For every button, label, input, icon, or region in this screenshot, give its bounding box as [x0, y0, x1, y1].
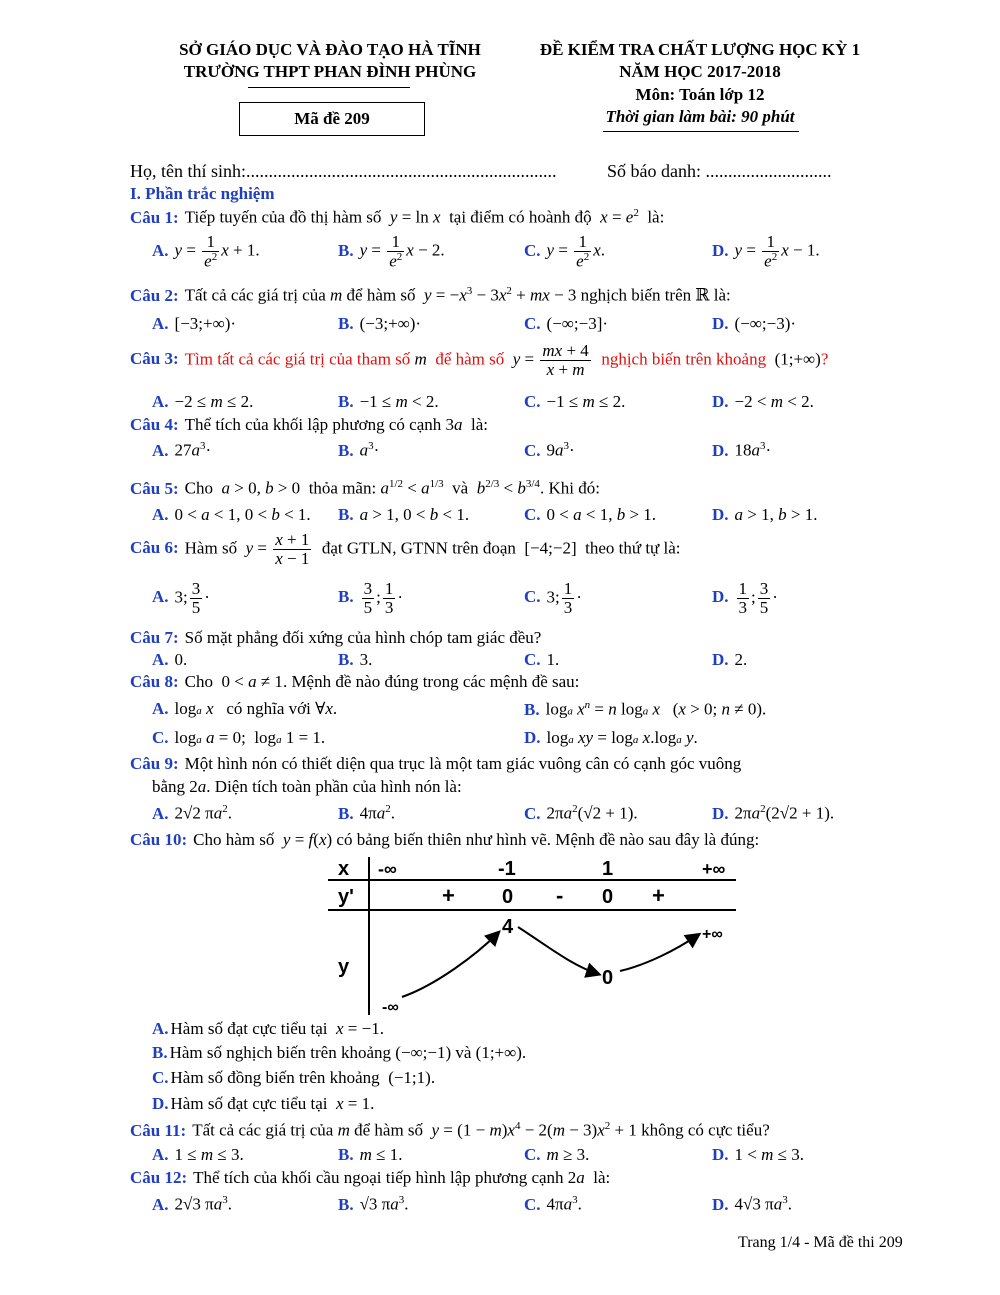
question-7: Câu 7: Số mặt phẳng đối xứng của hình chóp tam giác đều? [130, 628, 542, 647]
q8-option-a[interactable]: A. loga x có nghĩa với ∀x. [152, 699, 338, 718]
table-x-header: x [338, 858, 350, 880]
question-1: Câu 1: Tiếp tuyến của đồ thị hàm số y = ln x tại điểm có hoành độ $x = e^2$ là: [130, 207, 665, 227]
q7-option-b[interactable]: B. 3. [338, 650, 373, 669]
q7-option-d[interactable]: D. 2. [712, 650, 748, 669]
q1-option-b[interactable]: B. y = $\frac{1}{e^2}$ x − 2. [338, 232, 445, 271]
table-yp-plus1: + [442, 883, 455, 908]
q7-option-c[interactable]: C. 1. [524, 650, 560, 669]
q1-option-d[interactable]: D. y = $\frac{1}{e^2}$ x − 1. [712, 232, 820, 271]
school-year: NĂM HỌC 2017-2018 [619, 62, 781, 81]
q12-option-b[interactable]: B. √3 $\pi a^3$. [338, 1194, 409, 1214]
q3-option-a[interactable]: A. −2 ≤ m ≤ 2. [152, 392, 254, 411]
subject: Môn: Toán lớp 12 [635, 85, 765, 104]
department: SỞ GIÁO DỤC VÀ ĐÀO TẠO HÀ TĨNH [179, 40, 481, 59]
question-8: Câu 8: Cho 0 < a ≠ 1. Mệnh đề nào đúng trong các mệnh đề sau: [130, 672, 580, 691]
exam-title: ĐỀ KIỂM TRA CHẤT LƯỢNG HỌC KỲ 1 [539, 40, 861, 59]
q2-option-a[interactable]: A. [−3;+∞)· [152, 314, 237, 333]
table-x-neg-inf: -∞ [378, 859, 397, 879]
q9-option-d[interactable]: D. $2\pi a^2(2√2 + 1)$. [712, 803, 835, 823]
table-yp-header: y' [338, 886, 354, 908]
q4-option-c[interactable]: C. $9a^3\cdot$ [524, 440, 575, 460]
arrow-up-2 [620, 935, 698, 971]
q4-option-b[interactable]: B. $a^3\cdot$ [338, 440, 380, 460]
q10-option-c[interactable]: C. Hàm số đồng biến trên khoảng (−1;1). [152, 1068, 436, 1087]
q10-option-a[interactable]: A. Hàm số đạt cực tiểu tại x = −1. [152, 1019, 384, 1038]
q12-option-c[interactable]: C. $4\pi a^3$. [524, 1194, 582, 1214]
q9-option-b[interactable]: B. $4\pi a^2$. [338, 803, 395, 823]
q10-option-b[interactable]: B. Hàm số nghịch biến trên khoảng (−∞;−1) và (1;+∞). [152, 1043, 527, 1062]
table-yp-minus: - [556, 883, 564, 908]
q3-option-d[interactable]: D. −2 < m < 2. [712, 392, 814, 411]
arrow-down [518, 927, 598, 974]
table-x-pos-inf: +∞ [702, 859, 726, 879]
q2-option-b[interactable]: B. (−3;+∞)· [338, 314, 422, 333]
question-12: Câu 12: Thể tích của khối cầu ngoại tiếp hình lập phương cạnh 2a là: [130, 1168, 611, 1187]
table-yp-zero2: 0 [602, 886, 614, 908]
q3-option-c[interactable]: C. −1 ≤ m ≤ 2. [524, 392, 626, 411]
arrow-up-1 [402, 933, 498, 997]
q5-option-c[interactable]: C. 0 < a < 1, b > 1. [524, 505, 657, 524]
q2-option-c[interactable]: C. (−∞;−3]· [524, 314, 609, 333]
q6-option-b[interactable]: B. $\frac{3}{5}$ ; $\frac{1}{3}$ · [338, 579, 403, 617]
q5-option-d[interactable]: D. a > 1, b > 1. [712, 505, 818, 524]
q11-option-c[interactable]: C. m ≥ 3. [524, 1145, 590, 1164]
q7-option-a[interactable]: A. 0. [152, 650, 188, 669]
table-yp-zero1: 0 [502, 886, 514, 908]
table-x-1: 1 [602, 858, 614, 880]
question-9: Câu 9: Một hình nón có thiết diện qua trục là một tam giác vuông cân có cạnh góc vuông [130, 754, 742, 773]
q11-option-a[interactable]: A. 1 ≤ m ≤ 3. [152, 1145, 244, 1164]
student-name-field[interactable]: Họ, tên thí sinh:..................................................................... [130, 161, 557, 181]
question-3: Câu 3: Tìm tất cả các giá trị của tham số m để hàm số y = $\frac{mx + 4}{x + m}$ nghịch biến trên khoảng (1;+∞)? [130, 341, 829, 379]
q1-option-a[interactable]: A. y = $\frac{1}{e^2}$ x + 1. [152, 232, 260, 271]
table-y-pos-inf: +∞ [702, 926, 723, 943]
school-name: TRƯỜNG THPT PHAN ĐÌNH PHÙNG [183, 62, 477, 81]
q6-option-a[interactable]: A. 3; $\frac{3}{5}$ · [152, 579, 210, 617]
question-2: Câu 2: Tất cả các giá trị của m để hàm số $y = -x^3 - 3x^2$ + mx − 3 nghịch biến trên ℝ là: [130, 285, 731, 305]
q10-option-d[interactable]: D. Hàm số đạt cực tiểu tại x = 1. [152, 1094, 375, 1113]
q9-option-a[interactable]: A. 2√2 $\pi a^2$. [152, 803, 232, 823]
q11-option-d[interactable]: D. 1 < m ≤ 3. [712, 1145, 804, 1164]
q8-option-c[interactable]: C. loga a = 0; loga 1 = 1. [152, 728, 326, 747]
q3-option-b[interactable]: B. −1 ≤ m < 2. [338, 392, 439, 411]
q6-option-d[interactable]: D. $\frac{1}{3}$ ; $\frac{3}{5}$ · [712, 579, 778, 617]
q12-option-d[interactable]: D. 4√3 $\pi a^3$. [712, 1194, 792, 1214]
q1-option-c[interactable]: C. y = $\frac{1}{e^2}$ x. [524, 232, 606, 271]
q11-option-b[interactable]: B. m ≤ 1. [338, 1145, 403, 1164]
table-x-m1: -1 [498, 858, 516, 880]
q8-option-b[interactable]: B. loga $x^n = n$ loga x (x > 0; n ≠ 0). [524, 699, 767, 719]
time-underline [603, 131, 799, 132]
q5-option-b[interactable]: B. a > 1, 0 < b < 1. [338, 505, 470, 524]
page-footer: Trang 1/4 - Mã đề thi 209 [738, 1234, 903, 1251]
table-y-max: 4 [502, 916, 514, 938]
q4-option-a[interactable]: A. $27a^3\cdot$ [152, 440, 212, 460]
student-id-field[interactable]: Số báo danh: ............................ [607, 161, 832, 181]
q9-option-c[interactable]: C. $2\pi a^2(√2 + 1)$. [524, 803, 638, 823]
question-5: Câu 5: Cho a > 0, b > 0 thỏa mãn: $a^{1/2} < a^{1/3}$ và $b^{2/3} < b^{3/4}$. Khi đó: [130, 478, 600, 498]
question-4: Câu 4: Thể tích của khối lập phương có cạnh 3a là: [130, 415, 488, 434]
q6-option-c[interactable]: C. 3; $\frac{1}{3}$ · [524, 579, 582, 617]
question-6: Câu 6: Hàm số y = $\frac{x + 1}{x - 1}$ đạt GTLN, GTNN trên đoạn [−4;−2] theo thứ tự là: [130, 530, 681, 568]
q8-option-d[interactable]: D. loga xy = loga x.loga y. [524, 728, 698, 747]
exam-time: Thời gian làm bài: 90 phút [605, 107, 795, 126]
table-y-min: 0 [602, 967, 614, 989]
question-11: Câu 11: Tất cả các giá trị của m để hàm số $y = (1 - m)x^4 - 2(m - 3)x^2 + 1$ không có cực tiểu? [130, 1120, 770, 1140]
exam-code-box: Mã đề 209 [239, 102, 425, 136]
q2-option-d[interactable]: D. (−∞;−3)· [712, 314, 797, 333]
variation-table [326, 855, 738, 1017]
section-title: I. Phần trắc nghiệm [130, 184, 275, 203]
table-y-neg-inf: -∞ [382, 999, 399, 1016]
q4-option-d[interactable]: D. $18a^3\cdot$ [712, 440, 772, 460]
table-yp-plus2: + [652, 883, 665, 908]
question-9-cont: bằng 2a. Diện tích toàn phần của hình nón là: [152, 777, 462, 796]
table-y-header: y [338, 956, 350, 978]
q5-option-a[interactable]: A. 0 < a < 1, 0 < b < 1. [152, 505, 311, 524]
q12-option-a[interactable]: A. 2√3 $\pi a^3$. [152, 1194, 232, 1214]
header-divider [248, 87, 410, 88]
question-10: Câu 10: Cho hàm số y = f(x) có bảng biến thiên như hình vẽ. Mệnh đề nào sau đây là đúng: [130, 830, 760, 849]
